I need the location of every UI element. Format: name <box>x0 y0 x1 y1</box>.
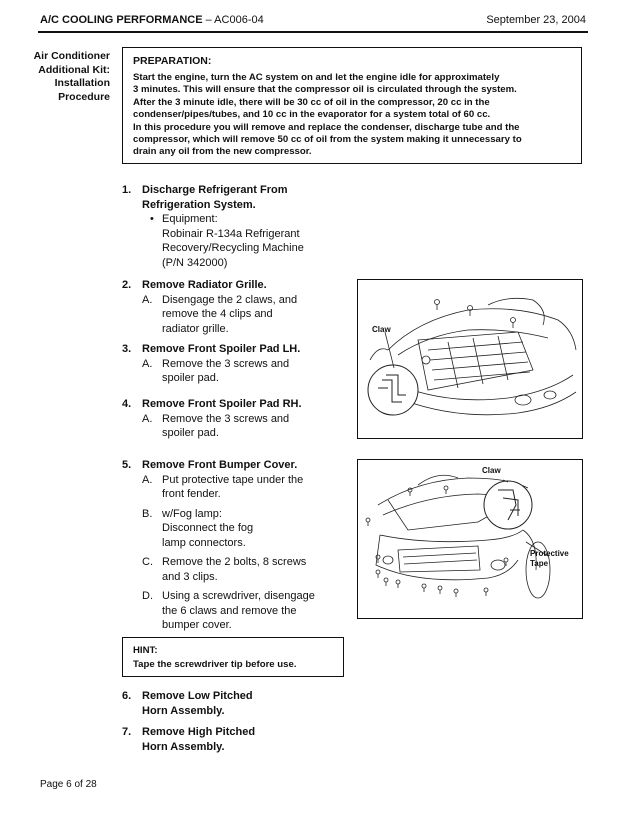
step-4 <box>122 397 342 441</box>
bullet-text <box>162 212 342 270</box>
section-heading-line: Air Conditioner <box>33 50 110 62</box>
substep-line: Remove the 3 screws and <box>162 412 290 425</box>
car-bumper-drawing <box>358 460 581 617</box>
bullet-mark: • <box>150 213 154 225</box>
step-title <box>142 689 342 718</box>
preparation-line: condenser/pipes/tubes, and 10 cc in the evaporator for a system total of 60 cc. <box>133 109 491 121</box>
step-title-line: Horn Assembly. <box>142 740 225 753</box>
step-title: Remove Front Spoiler Pad RH. <box>142 398 302 410</box>
step-5 <box>122 458 342 633</box>
document-code: – AC006-04 <box>202 14 264 26</box>
step-number: 7. <box>122 726 132 738</box>
substep-text <box>162 357 342 386</box>
preparation-line: compressor, which will remove 50 cc of oil from the system making it unnecessary to <box>133 134 522 146</box>
substep-line: Put protective tape under the <box>162 473 304 486</box>
preparation-line: 3 minutes. This will ensure that the compressor oil is circulated through the system. <box>133 84 517 96</box>
page-number: Page 6 of 28 <box>40 779 97 790</box>
step-number: 4. <box>122 398 132 410</box>
substep-line: radiator grille. <box>162 322 229 335</box>
step-title-line: Horn Assembly. <box>142 704 225 717</box>
substep-c <box>142 555 342 584</box>
substep-letter: A. <box>142 357 153 370</box>
step-3 <box>122 342 342 386</box>
step-title: Remove Front Spoiler Pad LH. <box>142 343 301 355</box>
step-number: 6. <box>122 690 132 702</box>
substep-text <box>162 293 342 337</box>
step-2 <box>122 278 342 336</box>
substep-line: Disengage the 2 claws, and <box>162 293 298 306</box>
substep-line: lamp connectors. <box>162 536 246 549</box>
substep-line: Remove the 2 bolts, 8 screws <box>162 556 307 568</box>
substep-b <box>142 507 342 551</box>
hint-title: HINT: <box>133 645 158 656</box>
step-bullet <box>150 212 342 270</box>
bullet-line: Recovery/Recycling Machine <box>162 242 304 254</box>
substep-line: w/Fog lamp: <box>162 507 222 520</box>
substep-text <box>162 412 342 441</box>
section-heading <box>30 50 110 104</box>
substep-a <box>142 412 342 441</box>
preparation-body <box>133 72 571 159</box>
substep-letter: C. <box>142 556 153 568</box>
hint-text: Tape the screwdriver tip before use. <box>133 659 297 670</box>
preparation-title: PREPARATION: <box>133 55 212 67</box>
bumper-cover-illustration <box>357 459 583 619</box>
substep-a <box>142 293 342 337</box>
step-number: 5. <box>122 459 132 471</box>
substep-line: spoiler pad. <box>162 372 219 384</box>
car-front-drawing <box>358 280 581 437</box>
bullet-line: Robinair R-134a Refrigerant <box>162 227 300 240</box>
preparation-line: drain any oil from the new compressor. <box>133 146 312 158</box>
substep-line: the 6 claws and remove the <box>162 604 297 617</box>
step-1 <box>122 183 342 270</box>
substep-line: remove the 4 clips and <box>162 308 273 320</box>
substep-line: spoiler pad. <box>162 427 219 439</box>
step-number: 3. <box>122 343 132 355</box>
bullet-line: (P/N 342000) <box>162 256 228 269</box>
step-title-line: Remove Low Pitched <box>142 690 253 702</box>
substep-letter: A. <box>142 473 153 486</box>
substep-text <box>162 555 342 584</box>
document-title: A/C COOLING PERFORMANCE <box>40 14 203 26</box>
step-title-line: Discharge Refrigerant From <box>142 184 288 196</box>
step-number: 2. <box>122 279 132 291</box>
substep-line: Using a screwdriver, disengage <box>162 590 315 602</box>
protective-tape-label <box>530 549 569 569</box>
preparation-line: In this procedure you will remove and replace the condenser, discharge tube and the <box>133 121 520 133</box>
section-heading-line: Additional Kit: <box>38 63 110 76</box>
substep-text <box>162 507 342 551</box>
section-heading-line: Procedure <box>58 90 110 103</box>
substep-letter: A. <box>142 412 153 425</box>
substep-text <box>162 589 342 633</box>
substep-line: and 3 clips. <box>162 570 218 583</box>
step-title <box>142 725 342 754</box>
hint-box <box>122 637 344 677</box>
preparation-line: Start the engine, turn the AC system on and let the engine idle for approximately <box>133 72 500 83</box>
step-number: 1. <box>122 184 132 196</box>
substep-d <box>142 589 342 633</box>
claw-label: Claw <box>482 466 501 475</box>
substep-line: bumper cover. <box>162 619 232 631</box>
substep-letter: B. <box>142 507 153 520</box>
substep-letter: D. <box>142 590 153 602</box>
substep-text <box>162 473 342 502</box>
step-title: Remove Radiator Grille. <box>142 279 267 291</box>
step-title: Remove Front Bumper Cover. <box>142 459 298 471</box>
substep-letter: A. <box>142 293 153 306</box>
preparation-box <box>122 47 582 164</box>
step-title-line: Remove High Pitched <box>142 726 256 738</box>
substep-line: front fender. <box>162 488 221 500</box>
substep-a <box>142 357 342 386</box>
protective-tape-label-line: Protective <box>530 549 569 558</box>
step-title <box>142 183 342 212</box>
preparation-line: After the 3 minute idle, there will be 30 cc of oil in the compressor, 20 cc in the <box>133 96 490 108</box>
protective-tape-label-line: Tape <box>530 559 549 568</box>
claw-label: Claw <box>372 325 391 334</box>
step-6 <box>122 689 342 718</box>
document-date: September 23, 2004 <box>486 14 586 26</box>
header-rule <box>38 31 588 33</box>
substep-a <box>142 473 342 502</box>
substep-line: Remove the 3 screws and <box>162 357 290 370</box>
section-heading-line: Installation <box>54 77 110 89</box>
radiator-grille-illustration <box>357 279 583 439</box>
substep-line: Disconnect the fog <box>162 522 254 534</box>
document-header <box>40 14 264 26</box>
bullet-line: Equipment: <box>162 213 218 225</box>
step-7 <box>122 725 342 754</box>
step-title-line: Refrigeration System. <box>142 198 256 211</box>
